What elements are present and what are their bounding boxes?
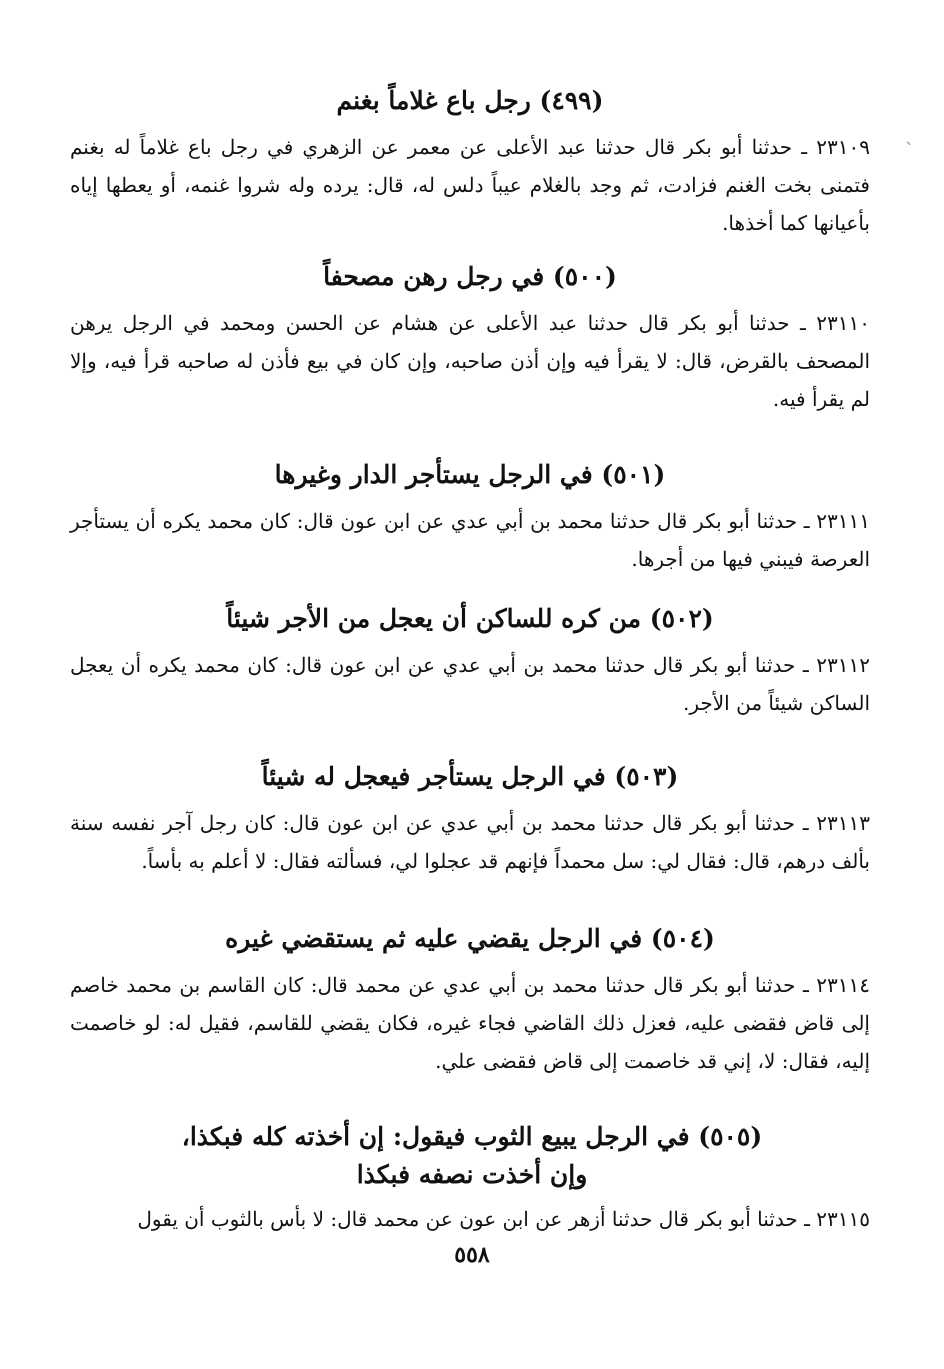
hadith-paragraph: ٢٣١١١ ـ حدثنا أبو بكر قال حدثنا محمد بن أبي عدي عن ابن عون قال: كان محمد يكره أن يستأجر العرصة فيبني فيها من أجرها. bbox=[70, 509, 870, 571]
hadith-paragraph: ٢٣١١٤ ـ حدثنا أبو بكر قال حدثنا محمد بن أبي عدي عن محمد قال: كان القاسم بن محمد خاصم إلى قاض فقضى عليه، فعزل ذلك القاضي فجاء غيره، فكان يقضي للقاسم، فقيل له: لو خاصمت إليه، فقال: لا، إني قد خاصمت إلى قاض فقضى علي. bbox=[70, 973, 870, 1073]
section-505 bbox=[170, 1118, 774, 1194]
hadith-paragraph: ٢٣١١٠ ـ حدثنا أبو بكر قال حدثنا عبد الأعلى عن هشام عن الحسن ومحمد في الرجل يرهن المصحف بالقرض، قال: لا يقرأ فيه وإن أذن صاحبه، وإن كان في بيع فأذن له صاحبه قرأ فيه، وإلا لم يقرأ فيه. bbox=[70, 311, 870, 411]
section-504 bbox=[70, 920, 870, 1080]
section-heading: (٥٠٣) في الرجل يستأجر فيعجل له شيئاً bbox=[261, 762, 679, 791]
scan-mark: ` bbox=[905, 140, 914, 161]
hadith-paragraph: ٢٣١١٣ ـ حدثنا أبو بكر قال حدثنا محمد بن أبي عدي عن ابن عون قال: كان رجل آجر نفسه سنة بألف درهم، قال: فقال لي: سل محمداً فإنهم قد عجلوا لي، فسألته فقال: لا أعلم به بأساً. bbox=[70, 811, 870, 873]
section-503 bbox=[70, 758, 870, 880]
section-500 bbox=[70, 258, 870, 418]
section-499 bbox=[70, 82, 870, 242]
hadith-paragraph: ٢٣١٠٩ ـ حدثنا أبو بكر قال حدثنا عبد الأعلى عن معمر عن الزهري في رجل باع غلاماً له بغنم فتمنى بخت الغنم فزادت، ثم وجد بالغلام عيباً دلس له، قال: يرده وله شروا غنمه، أو يعطها إياه بأعيانها كما أخذها. bbox=[70, 135, 870, 235]
section-heading: (٥٠٥) في الرجل يبيع الثوب فيقول: إن أخذته كله فبكذا، وإن أخذت نصفه فبكذا bbox=[181, 1122, 763, 1189]
section-505-body bbox=[70, 1200, 870, 1238]
section-heading: (٥٠٠) في رجل رهن مصحفاً bbox=[323, 262, 617, 291]
section-501 bbox=[70, 456, 870, 578]
hadith-paragraph: ٢٣١١٥ ـ حدثنا أبو بكر قال حدثنا أزهر عن ابن عون عن محمد قال: لا بأس بالثوب أن يقول bbox=[137, 1207, 870, 1231]
section-502 bbox=[70, 600, 870, 722]
section-heading: (٥٠٤) في الرجل يقضي عليه ثم يستقضي غيره bbox=[225, 924, 715, 953]
section-heading: (٤٩٩) رجل باع غلاماً بغنم bbox=[336, 86, 604, 115]
section-heading: (٥٠٢) من كره للساكن أن يعجل من الأجر شيئاً bbox=[226, 604, 714, 633]
hadith-paragraph: ٢٣١١٢ ـ حدثنا أبو بكر قال حدثنا محمد بن أبي عدي عن ابن عون قال: كان محمد يكره أن يعجل الساكن شيئاً من الأجر. bbox=[70, 653, 870, 715]
section-heading: (٥٠١) في الرجل يستأجر الدار وغيرها bbox=[274, 460, 666, 489]
page-number: ٥٥٨ bbox=[454, 1242, 490, 1268]
